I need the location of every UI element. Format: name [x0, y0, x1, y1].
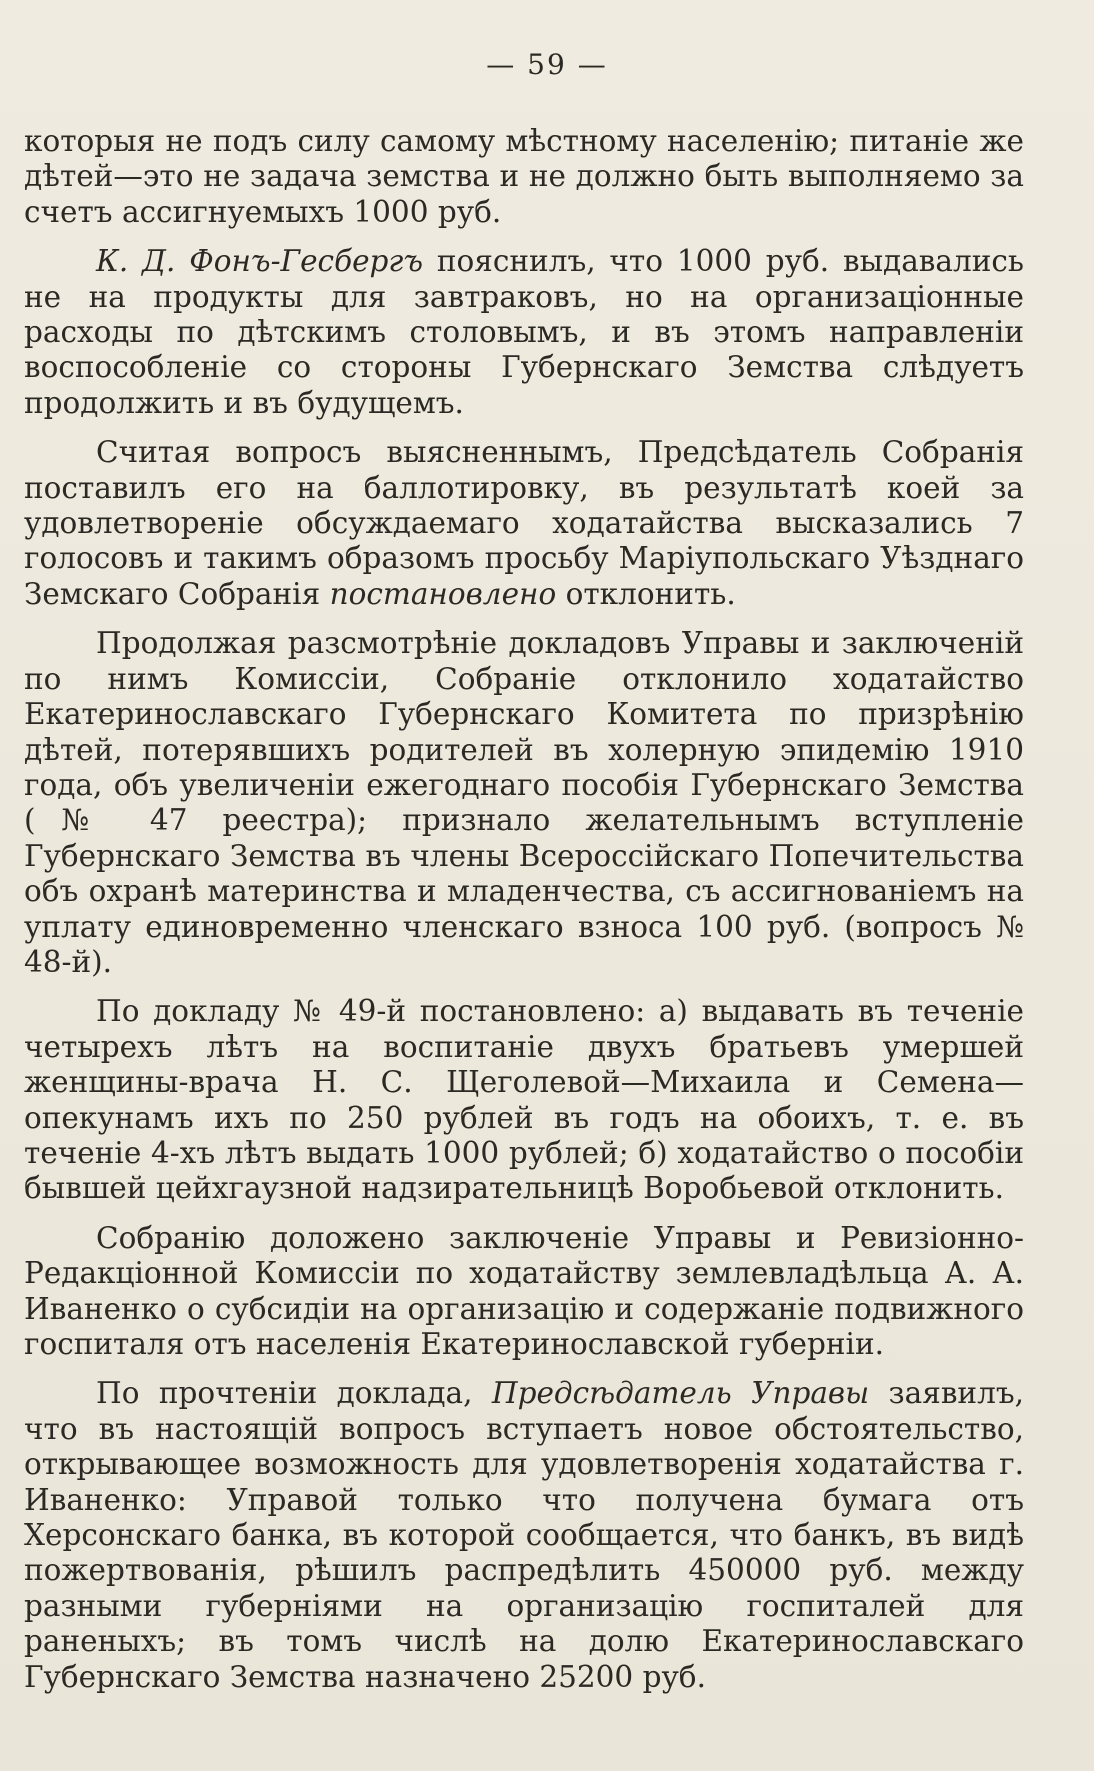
paragraph-text: пояснилъ, что 1000 руб. выдавались не на продукты для завтраковъ, но на организаціонные расходы по дѣтскимъ столовымъ, и въ этомъ направленіи воспособленіе со стороны Губернскаго Земства слѣдуетъ продолжить и въ будущемъ.: [24, 244, 1024, 420]
paragraph-text: Считая вопросъ выясненнымъ, Предсѣдатель Собранія поставилъ его на баллотировку, въ результатѣ коей за удовлетвореніе обсуждаемаго ходатайства высказались 7 голосовъ и такимъ образомъ просьбу Маріупольскаго Уѣзднаго Земскаго Собранія: [24, 435, 1024, 611]
italic-phrase: Предсѣдатель Управы: [491, 1376, 870, 1411]
paragraph-ivanenko: [24, 1221, 1024, 1363]
paragraph-text: Собранію доложено заключеніе Управы и Ревизіонно-Редакціонной Комиссіи по ходатайству землевладѣльца А. А. Иваненко о субсидіи на организацію и содержаніе подвижного госпиталя отъ населенія Екатеринославской губерніи.: [24, 1220, 1024, 1361]
body-text: [24, 124, 1024, 1709]
paragraph-text: заявилъ, что въ настоящій вопросъ вступаетъ новое обстоятельство, открывающее возможность для удовлетворенія ходатайства г. Иваненко: Управой только что получена бумага отъ Херсонскаго банка, въ которой сообщается, что банкъ, въ видѣ пожертвованія, рѣшилъ распредѣлить 450000 руб. между разными губерніями на организацію госпиталей для раненыхъ; въ томъ числѣ на долю Екатеринославскаго Губернскаго Земства назначено 25200 руб.: [24, 1376, 1024, 1694]
paragraph-text: которыя не подъ силу самому мѣстному населенію; питаніе же дѣтей—это не задача земства и не должно быть выполняемо за счетъ ассигнуемыхъ 1000 руб.: [24, 124, 1024, 229]
paragraph-chairman: [24, 1376, 1024, 1695]
paragraph-report49: [24, 994, 1024, 1206]
page-number: — 59 —: [486, 48, 608, 81]
paragraph-text: Продолжая разсмотрѣніе докладовъ Управы и заключеній по нимъ Комиссіи, Собраніе отклонило ходатайство Екатеринославскаго Губернскаго Комитета по призрѣнію дѣтей, потерявшихъ родителей въ холерную эпидемію 1910 года, объ увеличеніи ежегоднаго пособія Губернскаго Земства (№ 47 реестра); признало желательнымъ вступленіе Губернскаго Земства въ члены Всероссійскаго Попечительства объ охранѣ материнства и младенчества, съ ассигнованіемъ на уплату единовременно членскаго взноса 100 руб. (вопросъ № 48-й).: [24, 626, 1024, 979]
italic-phrase: К. Д. Фонъ-Гесбергъ: [96, 244, 423, 279]
paragraph-reports: [24, 626, 1024, 980]
paragraph-gesberg: [24, 244, 1024, 421]
paragraph-text: По прочтеніи доклада,: [96, 1376, 492, 1411]
paragraph-text: отклонить.: [556, 576, 736, 611]
paragraph-ballot: [24, 435, 1024, 612]
paragraph-continuation: [24, 124, 1024, 230]
italic-phrase: постановлено: [329, 576, 557, 611]
paragraph-text: По докладу № 49-й постановлено: а) выдавать въ теченіе четырехъ лѣтъ на воспитаніе двухъ братьевъ умершей женщины-врача Н. С. Щеголевой—Михаила и Семена—опекунамъ ихъ по 250 рублей въ годъ на обоихъ, т. е. въ теченіе 4-хъ лѣтъ выдать 1000 рублей; б) ходатайство о пособіи бывшей цейхгаузной надзирательницѣ Воробьевой отклонить.: [24, 994, 1024, 1206]
